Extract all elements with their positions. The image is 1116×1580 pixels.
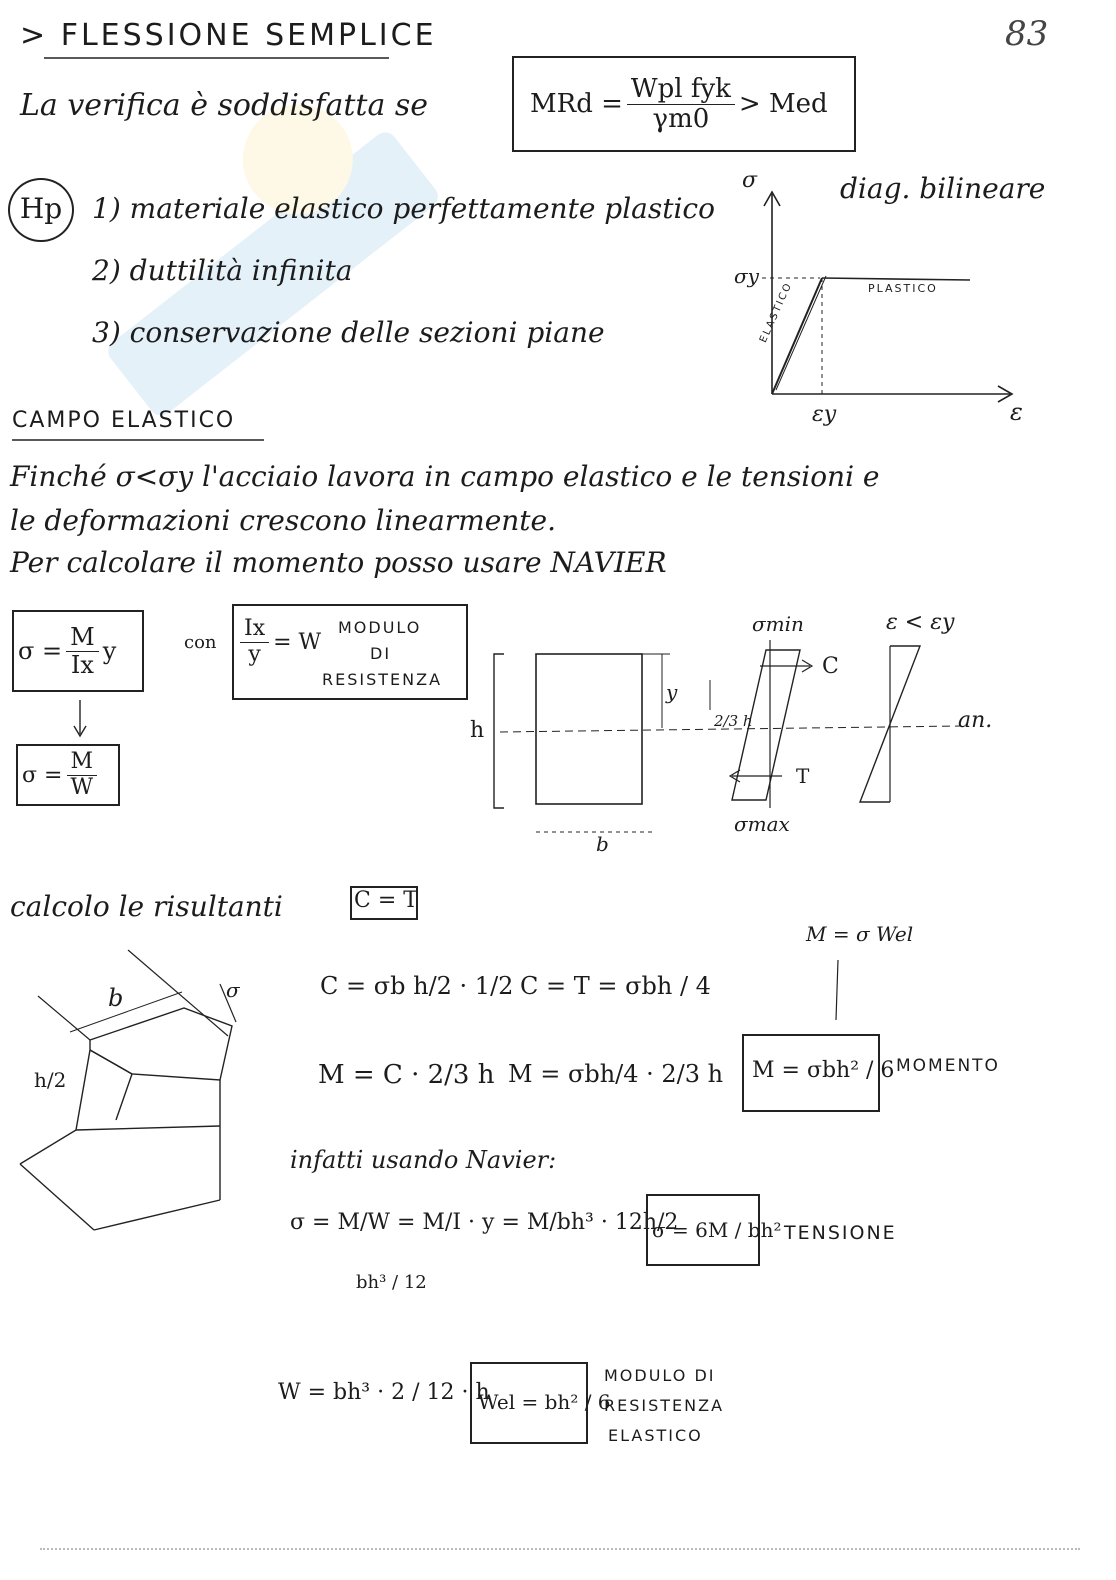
section-underline xyxy=(12,438,272,444)
hypothesis-3: 3) conservazione delle sezioni piane xyxy=(92,316,605,349)
label-resistenza: RESISTENZA xyxy=(604,1396,725,1415)
label-modulo-di: MODULO DI xyxy=(604,1366,716,1385)
eq-c: C = σb h/2 · 1/2 xyxy=(320,972,514,1000)
hypothesis-1: 1) materiale elastico perfettamente plastico xyxy=(92,192,715,225)
resultants-boxed: C = T xyxy=(354,888,418,913)
modulus-def-formula: $\frac{Ix}{y}$ = W xyxy=(236,612,321,672)
block-label-sigma: σ xyxy=(226,978,240,1002)
verification-formula: MRd = $\frac{\text{Wpl fyk}}{\gamma m0}$ > Med xyxy=(530,73,828,134)
stress-section-diagram xyxy=(470,610,993,860)
modulo-line-1: MODULO xyxy=(338,618,422,637)
page-title: > FLESSIONE SEMPLICE xyxy=(20,18,437,53)
label-b: b xyxy=(596,832,609,856)
navier-formula: σ = $\frac{M}{Ix}$ y xyxy=(18,623,117,679)
label-h: h xyxy=(470,718,485,743)
intro-text: La verifica è soddisfatta se xyxy=(20,88,429,123)
paragraph-line-1: Finché σ<σy l'acciaio lavora in campo elastico e le tensioni e xyxy=(10,460,880,493)
eq-m-1: M = C · 2/3 h xyxy=(318,1060,495,1090)
section-campo-elastico: CAMPO ELASTICO xyxy=(12,408,236,433)
con-label: con xyxy=(184,632,217,653)
eq-sigma-result: σ = 6M / bh² xyxy=(652,1218,782,1242)
arrow-down xyxy=(72,700,92,740)
block-label-h2: h/2 xyxy=(34,1068,67,1092)
modulo-line-3: RESISTENZA xyxy=(322,670,443,689)
label-momento: MOMENTO xyxy=(896,1056,1000,1076)
modulo-line-2: DI xyxy=(370,644,392,663)
note-m-sigma-wel: M = σ Wel xyxy=(806,922,914,946)
note-i-value: bh³ / 12 xyxy=(356,1272,427,1293)
paragraph-line-3: Per calcolare il momento posso usare NAVIER xyxy=(10,546,667,579)
eq-w: W = bh³ · 2 / 12 · h xyxy=(278,1380,490,1405)
scan-footer-line xyxy=(40,1548,1080,1554)
page-number: 83 xyxy=(1005,14,1049,54)
note-connector xyxy=(830,960,850,1026)
hypothesis-2: 2) duttilità infinita xyxy=(92,254,353,287)
navier-intro: infatti usando Navier: xyxy=(290,1146,557,1174)
label-tensione: TENSIONE xyxy=(784,1222,897,1244)
diagram-bilinear-title: diag. bilineare xyxy=(840,172,1046,205)
eq-m-2: M = σbh/4 · 2/3 h xyxy=(508,1060,724,1088)
resultants-text: calcolo le risultanti xyxy=(10,890,283,923)
tick-sigma-y: σy xyxy=(734,264,759,288)
eq-w-result: Wel = bh² / 6 xyxy=(478,1390,611,1414)
navier-simple-formula: σ = $\frac{M}{W}$ xyxy=(22,746,101,804)
block-label-b: b xyxy=(108,984,124,1012)
eq-m-result: M = σbh² / 6 xyxy=(752,1058,895,1083)
label-epsilon-cond: ε < εy xyxy=(886,610,955,635)
label-c: C xyxy=(822,654,839,679)
axis-sigma: σ xyxy=(742,168,758,193)
label-an: an. xyxy=(958,708,993,733)
label-plastico: PLASTICO xyxy=(868,282,938,295)
stress-block-3d xyxy=(10,950,260,1250)
tick-epsilon-y: εy xyxy=(812,402,837,427)
label-t: T xyxy=(796,764,810,788)
label-elastico: ELASTICO xyxy=(758,280,795,345)
axis-epsilon: ε xyxy=(1010,398,1023,426)
eq-c-equals-t: C = T = σbh / 4 xyxy=(520,972,711,1000)
label-sigma-min: σmin xyxy=(752,612,804,636)
paragraph-line-2: le deformazioni crescono linearmente. xyxy=(10,504,557,537)
label-elastico: ELASTICO xyxy=(608,1426,703,1445)
hp-label: Hp xyxy=(8,178,74,242)
title-underline xyxy=(44,56,394,62)
label-y: y xyxy=(666,680,678,704)
label-two-thirds-h: 2/3 h xyxy=(714,712,753,730)
eq-sigma-chain: σ = M/W = M/I · y = M/bh³ · 12h/2 xyxy=(290,1210,679,1235)
label-sigma-max: σmax xyxy=(734,812,790,836)
